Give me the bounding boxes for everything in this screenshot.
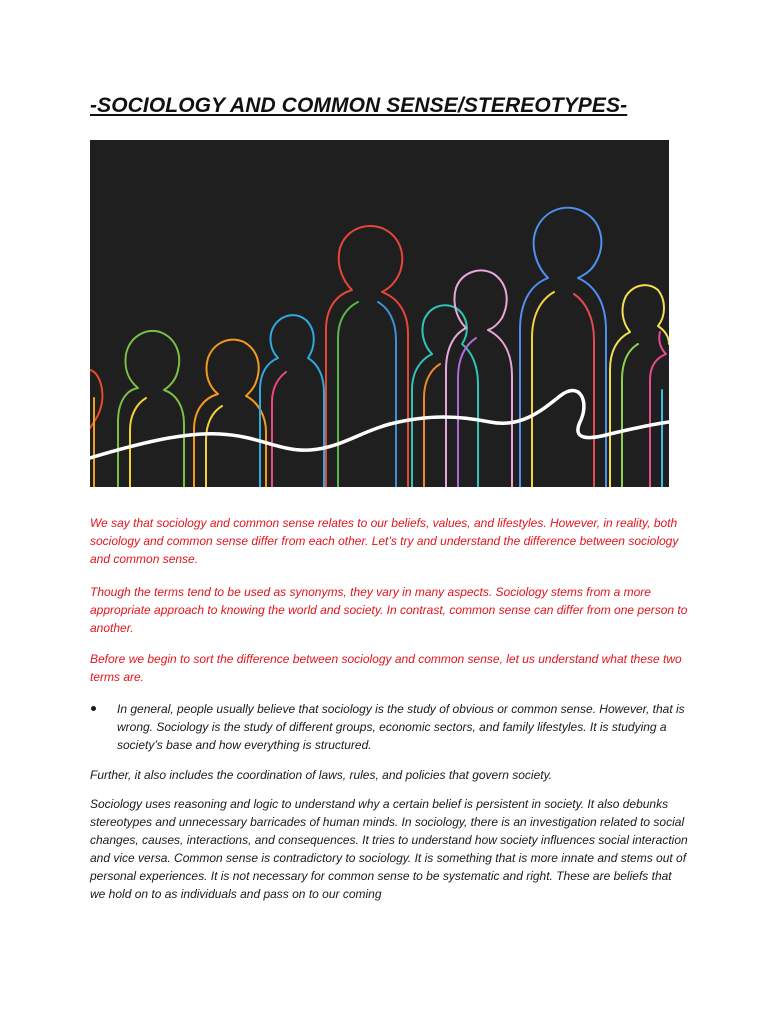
page-title: -SOCIOLOGY AND COMMON SENSE/STEREOTYPES-: [90, 94, 628, 117]
figure-outline-3b: [206, 406, 222, 487]
intro-paragraph-2: Though the terms tend to be used as synonyms, they vary in many aspects. Sociology stems from a more appropriate approach to knowing the world and society. In contrast, common sense can differ from one person to another.: [90, 585, 688, 635]
figure-outline-3: [194, 340, 266, 487]
body-paragraph-1: Further, it also includes the coordination of laws, rules, and policies that govern society.: [90, 768, 553, 782]
figure-outline-9b: [622, 344, 638, 487]
bullet-marker: [91, 706, 96, 711]
bullet-list-item: In general, people usually believe that sociology is the study of obvious or common sense. However, that is wrong. Sociology is the study of different groups, economic sectors, and family lifestyles. It is studying a society’s base and how everything is structured.: [117, 702, 685, 752]
figure-outline-9: [610, 285, 669, 487]
figure-outline-8b: [532, 292, 554, 487]
figure-outline-10: [650, 332, 666, 487]
people-outline-illustration: [90, 140, 669, 487]
figure-outline-5c: [378, 302, 396, 487]
intro-paragraph-1: We say that sociology and common sense relates to our beliefs, values, and lifestyles. However, in reality, both sociology and common sense differ from each other. Let’s try and understand the difference between sociology and common sense.: [90, 516, 679, 566]
illustration-svg: [90, 140, 669, 487]
figure-outline-6b: [424, 364, 440, 487]
intro-paragraph-3: Before we begin to sort the difference between sociology and common sense, let us understand what these two terms are.: [90, 652, 682, 684]
figure-outline-4b: [272, 372, 286, 487]
figure-outline-5b: [338, 302, 358, 487]
figure-outline-4: [260, 315, 324, 487]
figure-outline-2: [118, 331, 184, 487]
body-paragraph-2: Sociology uses reasoning and logic to understand why a certain belief is persistent in society. It also debunks stereotypes and unnecessary barricades of human minds. In sociology, there is an investigation related to social changes, causes, interactions, and consequences. It tries to understand how society influences social interaction and vice versa. Common sense is contradictory to sociology. It is something that is more innate and stems out of personal experiences. It is not necessary for common sense to be systematic and right. These are beliefs that we hold on to as individuals and pass on to our coming: [90, 797, 688, 901]
figure-outline-1: [90, 370, 102, 428]
